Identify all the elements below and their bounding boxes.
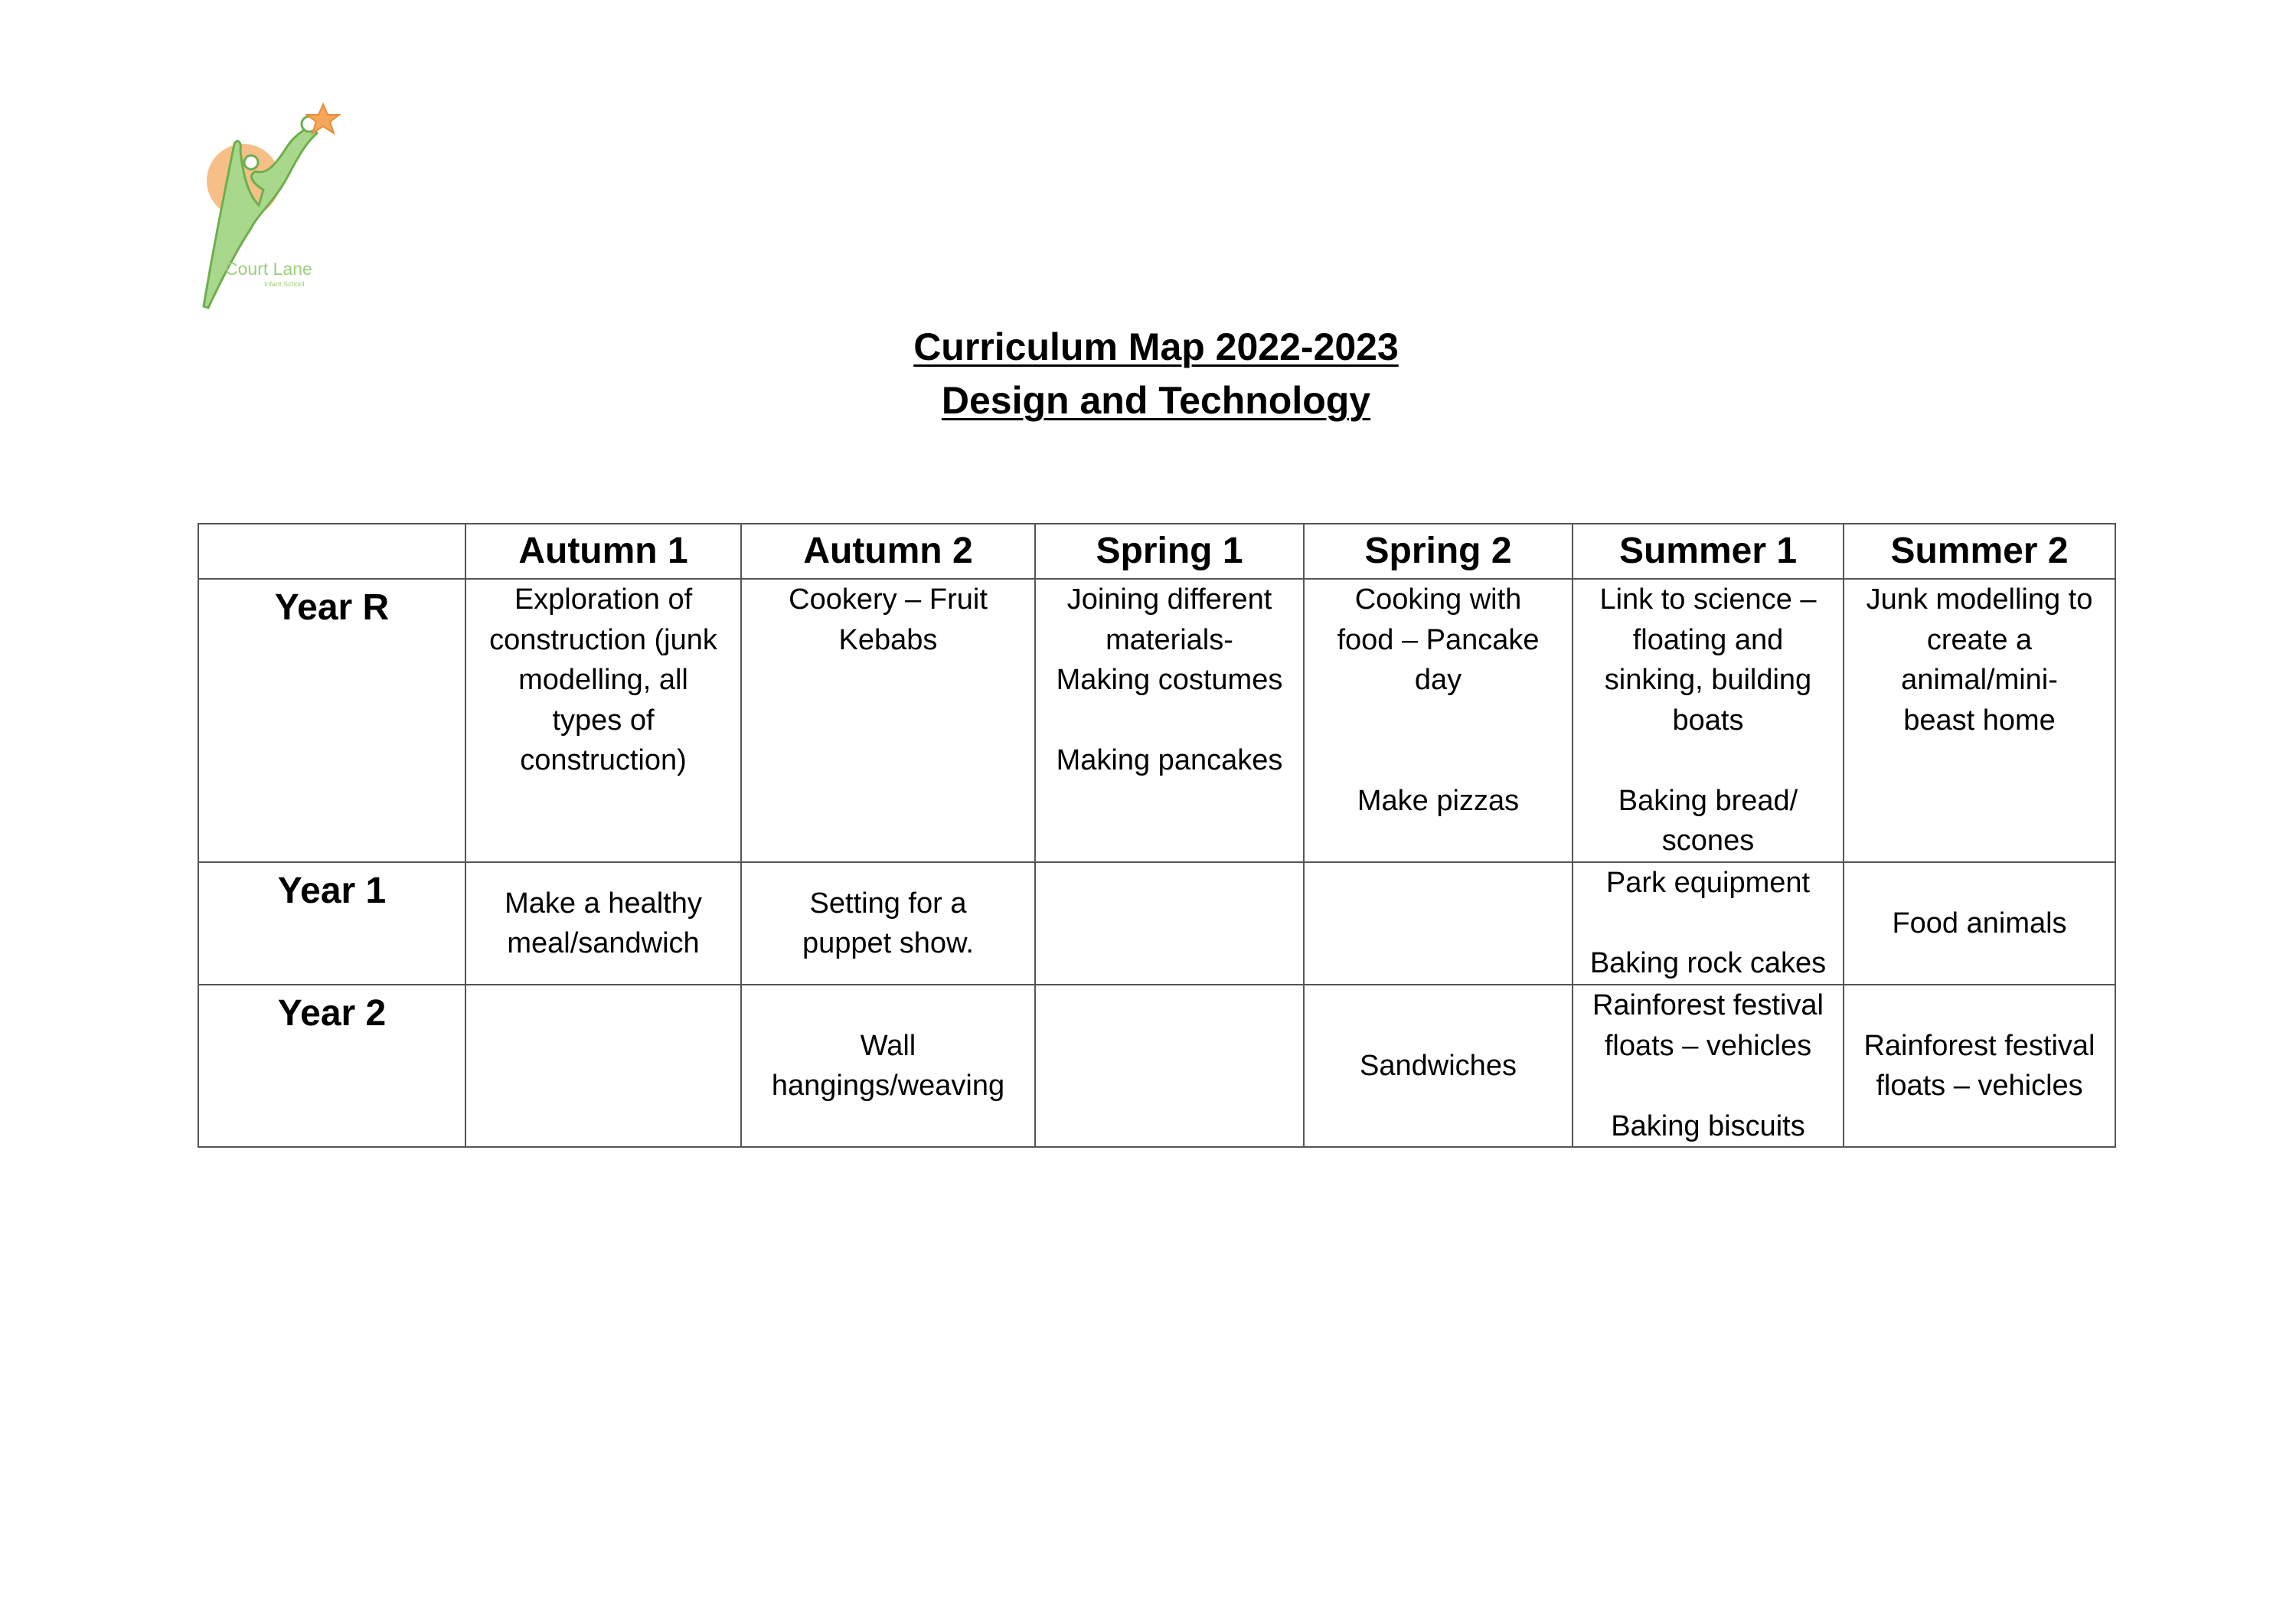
cell-year-r-autumn-2: Cookery – Fruit Kebabs	[741, 579, 1035, 862]
cell-year-1-autumn-1: Make a healthy meal/sandwich	[465, 862, 741, 985]
header-row	[198, 524, 2115, 579]
cell-year-2-summer-2: Rainforest festival floats – vehicles	[1844, 985, 2115, 1147]
cell-year-r-spring-1: Joining different materials- Making costumes Making pancakes	[1035, 579, 1304, 862]
header-spring-1: Spring 1	[1035, 524, 1304, 579]
row-label-year-1: Year 1	[198, 862, 465, 985]
cell-year-r-spring-2: Cooking with food – Pancake day Make pizzas	[1304, 579, 1573, 862]
title-line-1: Curriculum Map 2022-2023	[913, 325, 1399, 368]
cell-year-2-autumn-2: Wall hangings/weaving	[741, 985, 1035, 1147]
cell-year-r-summer-2: Junk modelling to create a animal/mini- beast home	[1844, 579, 2115, 862]
header-spring-2: Spring 2	[1304, 524, 1573, 579]
title-line-2: Design and Technology	[941, 379, 1371, 422]
cell-year-2-summer-1: Rainforest festival floats – vehicles Baking biscuits	[1573, 985, 1844, 1147]
page-title	[0, 320, 2296, 427]
header-autumn-2: Autumn 2	[741, 524, 1035, 579]
header-summer-1: Summer 1	[1573, 524, 1844, 579]
cell-year-2-spring-1	[1035, 985, 1304, 1147]
cell-year-2-spring-2: Sandwiches	[1304, 985, 1573, 1147]
header-summer-2: Summer 2	[1844, 524, 2115, 579]
table-row-year-1	[198, 862, 2115, 985]
table-row-year-2	[198, 985, 2115, 1147]
table-row-year-r	[198, 579, 2115, 862]
cell-year-r-summer-1: Link to science – floating and sinking, building boats Baking bread/ scones	[1573, 579, 1844, 862]
header-autumn-1: Autumn 1	[465, 524, 741, 579]
cell-year-2-autumn-1	[465, 985, 741, 1147]
cell-year-1-autumn-2: Setting for a puppet show.	[741, 862, 1035, 985]
cell-year-r-autumn-1: Exploration of construction (junk modelling, all types of construction)	[465, 579, 741, 862]
logo-subtitle: Infant School	[264, 280, 305, 288]
row-label-year-2: Year 2	[198, 985, 465, 1147]
cell-year-1-spring-1	[1035, 862, 1304, 985]
row-label-year-r: Year R	[198, 579, 465, 862]
logo-wordmark: Court Lane	[225, 259, 312, 279]
cell-year-1-spring-2	[1304, 862, 1573, 985]
cell-year-1-summer-2: Food animals	[1844, 862, 2115, 985]
header-corner	[198, 524, 465, 579]
cell-year-1-summer-1: Park equipment Baking rock cakes	[1573, 862, 1844, 985]
curriculum-table	[198, 523, 2116, 1148]
